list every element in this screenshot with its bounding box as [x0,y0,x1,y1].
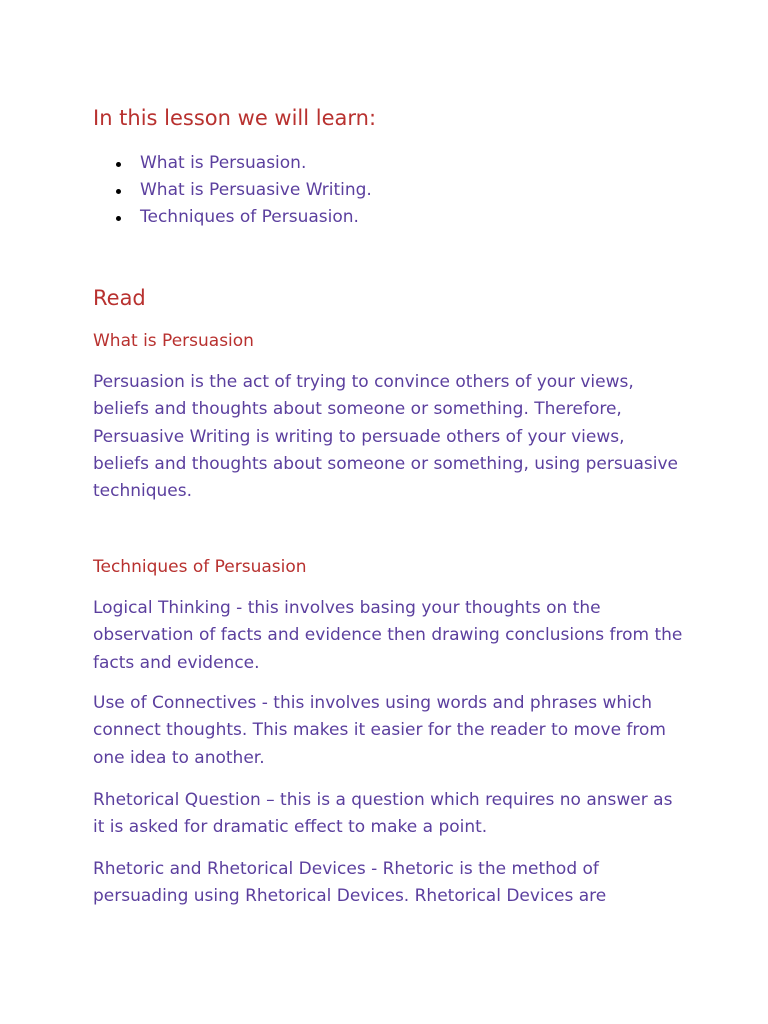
lesson-heading: In this lesson we will learn: [93,106,377,130]
paragraph-persuasion-definition: Persuasion is the act of trying to convince others of your views, beliefs and thoughts about someone or something. Therefore, Persuasive Writing is writing to persuade others of your views, beliefs and thoughts about someone or something, using persuasive techniques. [93,372,678,502]
list-item [93,150,372,177]
paragraph-rhetorical-question: Rhetorical Question – this is a question which requires no answer as it is asked for dramatic effect to make a point. [93,790,673,838]
list-item [93,204,372,231]
objective-text: What is Persuasion. [140,153,307,173]
paragraph-logical-thinking: Logical Thinking - this involves basing your thoughts on the observation of facts and evidence then drawing conclusions from the facts and evidence. [93,598,683,673]
objective-text: What is Persuasive Writing. [140,180,372,200]
bullet-icon [116,162,121,167]
section-title-what-is-persuasion: What is Persuasion [93,331,254,351]
paragraph-rhetoric-devices: Rhetoric and Rhetorical Devices - Rhetoric is the method of persuading using Rhetorical Devices. Rhetorical Devices are [93,859,607,907]
objectives-list [93,150,372,231]
section-title-techniques: Techniques of Persuasion [93,557,307,577]
bullet-icon [116,189,121,194]
bullet-icon [116,216,121,221]
objective-text: Techniques of Persuasion. [140,207,359,227]
list-item [93,177,372,204]
paragraph-connectives: Use of Connectives - this involves using words and phrases which connect thoughts. This makes it easier for the reader to move from one idea to another. [93,693,666,768]
read-heading: Read [93,286,146,310]
